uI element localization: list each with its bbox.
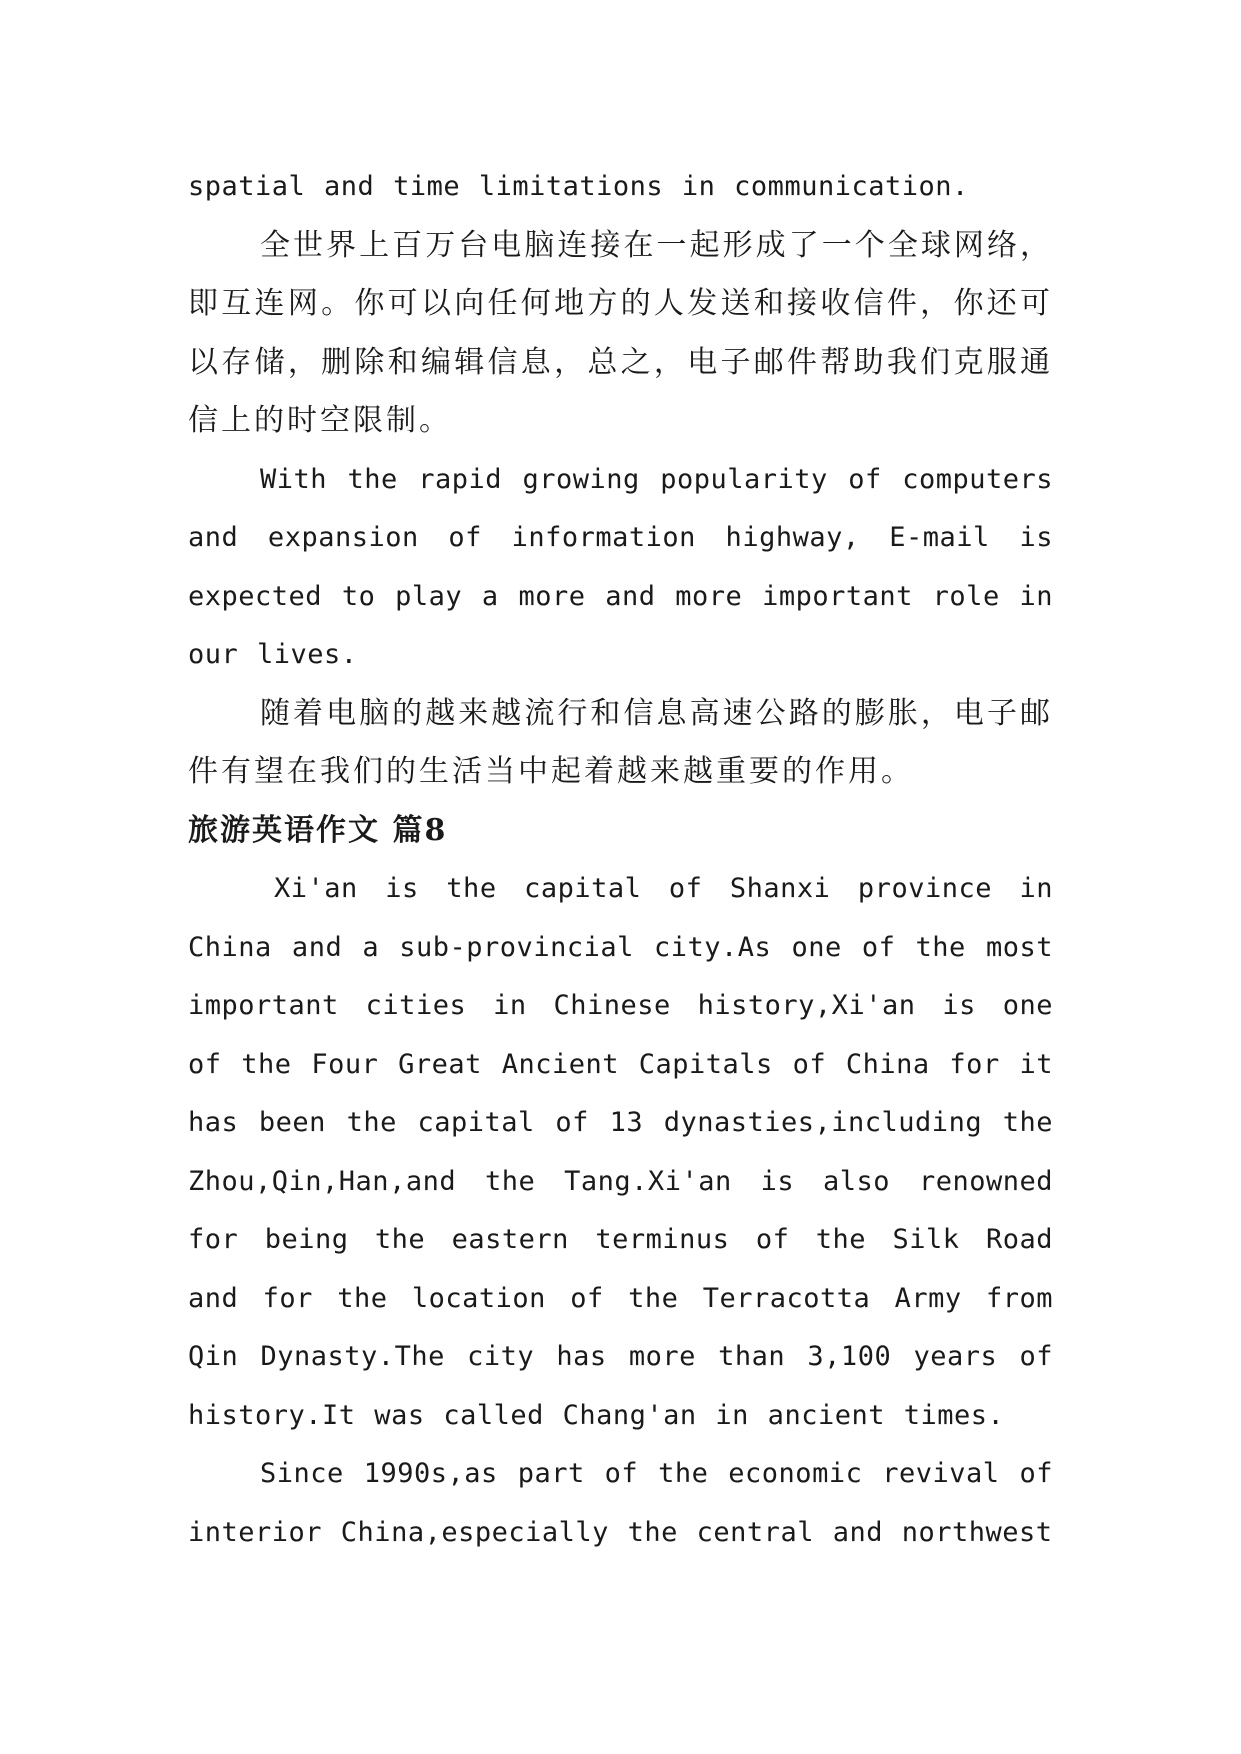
document-page xyxy=(188,158,1053,1562)
paragraph-continuation: spatial and time limitations in communication. xyxy=(188,171,969,202)
paragraph-chinese-email-future: 随着电脑的越来越流行和信息高速公路的膨胀，电子邮件有望在我们的生活当中起着越来越重要的作用。 xyxy=(188,695,1053,789)
paragraph-xian-intro: Xi'an is the capital of Shanxi province in China and a sub-provincial city.As one of the most important cities in Chinese history,Xi'an is one of the Four Great Ancient Capitals of China for it has been the capital of 13 dynasties,including the Zhou,Qin,Han,and the Tang.Xi'an is also renowned for being the eastern terminus of the Silk Road and for the location of the Terracotta Army from Qin Dynasty.The city has more than 3,100 years of history.It was called Chang'an in ancient times. xyxy=(188,873,1053,1431)
paragraph-english-email-future: With the rapid growing popularity of computers and expansion of information highway, E-mail is expected to play a more and more important role in our lives. xyxy=(188,463,1053,670)
paragraph-chinese-email: 全世界上百万台电脑连接在一起形成了一个全球网络，即互连网。你可以向任何地方的人发送和接收信件，你还可以存储，删除和编辑信息，总之，电子邮件帮助我们克服通信上的时空限制。 xyxy=(188,227,1053,438)
section-heading: 旅游英语作文 篇8 xyxy=(188,812,448,848)
paragraph-xian-economy: Since 1990s,as part of the economic revival of interior China,especially the central and northwest xyxy=(188,1458,1053,1548)
